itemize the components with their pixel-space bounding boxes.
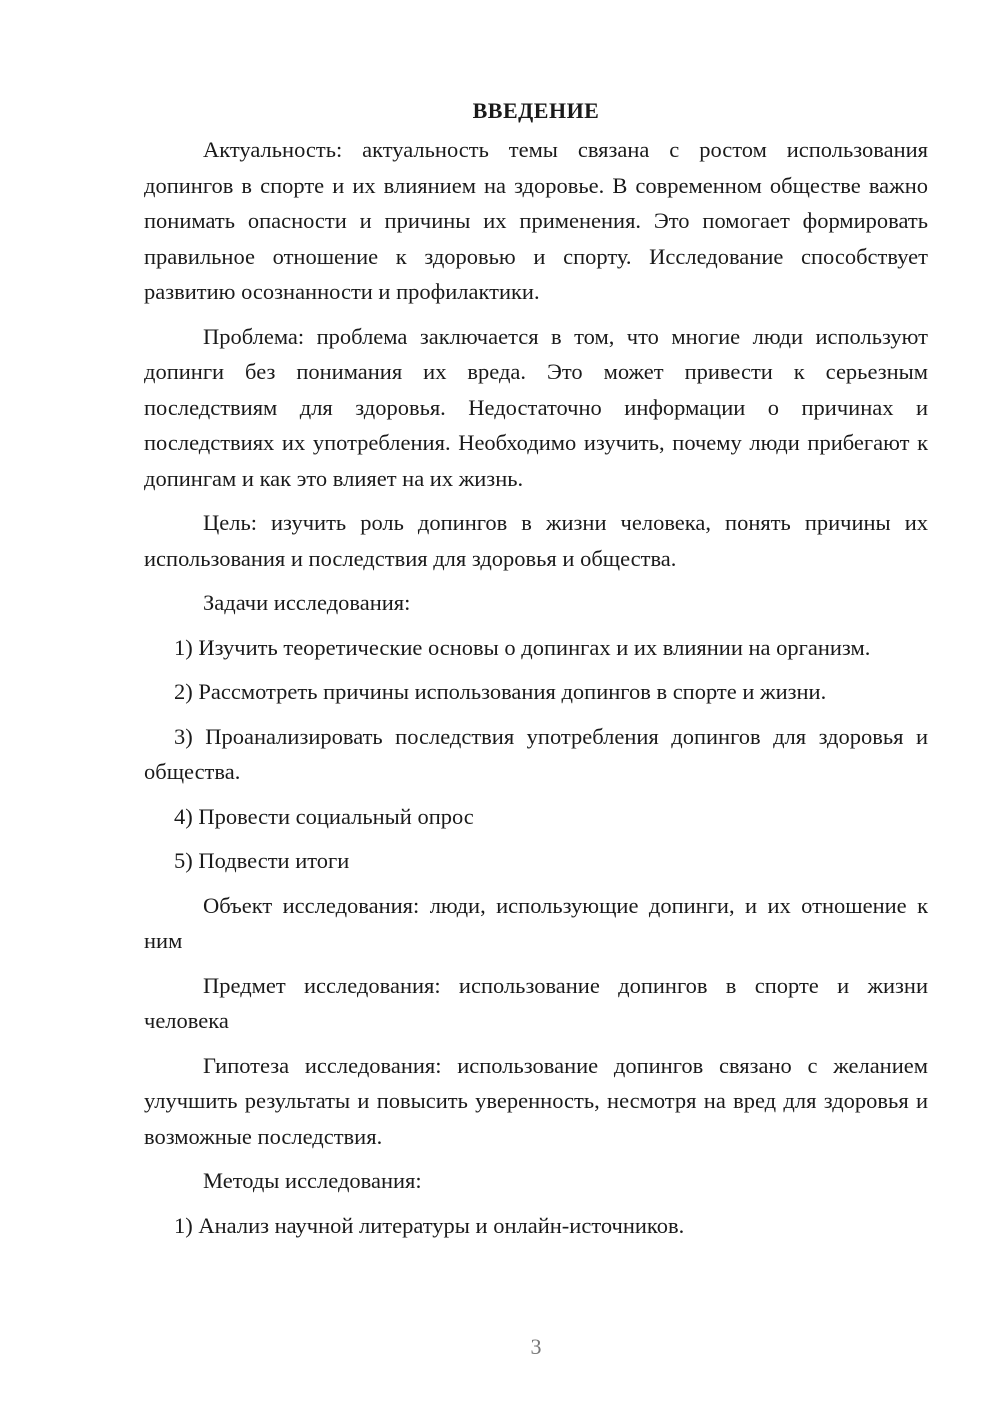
methods-heading: Методы исследования:: [203, 1168, 422, 1193]
task-item-5: 5) Подвести итоги: [174, 848, 350, 873]
problem-paragraph: Проблема: проблема заключается в том, что многие люди используют допинги без понимания их вреда. Это может привести к серьезным последствиям для здоровья. Недостаточно информации о причинах и последствиях их употребления. Необходимо изучить, почему люди прибегают к допингам и как это влияет на их жизнь.: [144, 323, 928, 491]
task-item-4: 4) Провести социальный опрос: [174, 803, 474, 829]
task-item-2: 2) Рассмотреть причины использования допингов в спорте и жизни.: [174, 679, 827, 704]
section-title: ВВЕДЕНИЕ: [472, 98, 600, 123]
task-item-1: 1) Изучить теоретические основы о допингах и их влиянии на организм.: [174, 634, 871, 660]
object-paragraph: Объект исследования: люди, использующие допинги, и их отношение к ним: [144, 892, 928, 953]
relevance-paragraph: Актуальность: актуальность темы связана с ростом использования допингов в спорте и их влиянием на здоровье. В современном обществе важно понимать опасности и причины их применения. Это помогает формировать правильное отношение к здоровью и спорту. Исследование способствует развитию осознанности и профилактики.: [144, 137, 928, 304]
page-number: 3: [530, 1334, 542, 1359]
method-item-1: 1) Анализ научной литературы и онлайн-источников.: [174, 1212, 685, 1238]
subject-paragraph: Предмет исследования: использование допингов в спорте и жизни человека: [144, 972, 928, 1033]
tasks-heading: Задачи исследования:: [203, 590, 411, 615]
goal-paragraph: Цель: изучить роль допингов в жизни человека, понять причины их использования и последствия для здоровья и общества.: [144, 510, 928, 571]
task-item-3: 3) Проанализировать последствия употребления допингов для здоровья и общества.: [144, 723, 928, 784]
document-page: [144, 96, 928, 1252]
hypothesis-paragraph: Гипотеза исследования: использование допингов связано с желанием улучшить результаты и повысить уверенность, несмотря на вред для здоровья и возможные последствия.: [144, 1052, 928, 1149]
